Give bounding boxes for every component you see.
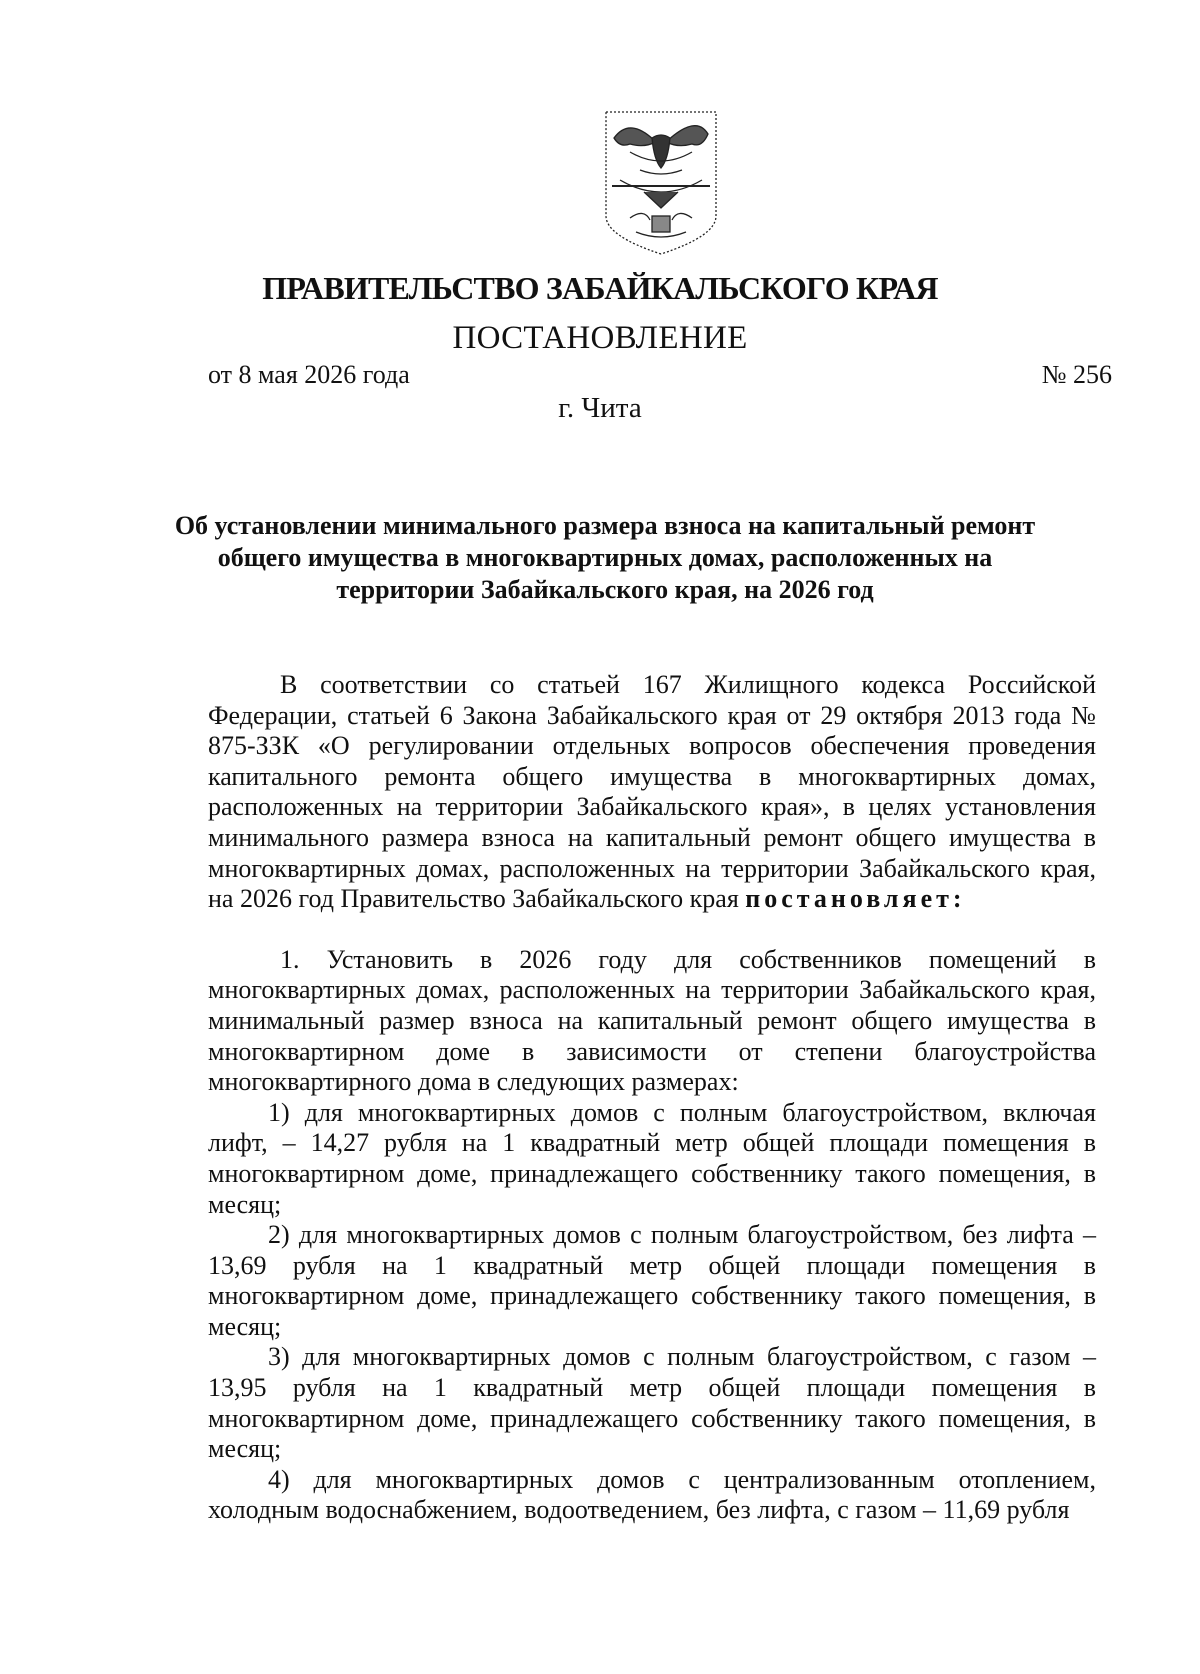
list-item: 2) для многоквартирных домов с полным благоустройством, без лифта – 13,69 рубля на 1 квадратный метр общей площади помещения в многоквартирном доме, принадлежащего собственнику такого помещения, в месяц; <box>208 1220 1096 1341</box>
clause-1: 1. Установить в 2026 году для собственников помещений в многоквартирных домах, расположенных на территории Забайкальского края, минимальный размер взноса на капитальный ремонт общего имущества в многоквартирном доме в зависимости от степени благоустройства многоквартирного дома в следующих размерах: <box>208 944 1096 1097</box>
document-number: № 256 <box>1041 360 1112 389</box>
list-item: 3) для многоквартирных домов с полным благоустройством, с газом – 13,95 рубля на 1 квадратный метр общей площади помещения в многоквартирном доме, принадлежащего собственнику такого помещения, в месяц; <box>208 1342 1096 1464</box>
list-item: 4) для многоквартирных домов с централизованным отоплением, холодным водоснабжением, водоотведением, без лифта, с газом – 11,69 рубля <box>208 1464 1096 1525</box>
document-body <box>208 670 1096 1526</box>
government-title: ПРАВИТЕЛЬСТВО ЗАБАЙКАЛЬСКОГО КРАЯ <box>262 270 938 306</box>
document-date: от 8 мая 2026 года <box>208 360 410 389</box>
list-item: 1) для многоквартирных домов с полным благоустройством, включая лифт, – 14,27 рубля на 1 квадратный метр общей площади помещения в многоквартирном доме, принадлежащего собственнику такого помещения, в месяц; <box>208 1097 1096 1219</box>
document-city: г. Чита <box>558 392 642 424</box>
document-type: ПОСТАНОВЛЕНИЕ <box>452 320 748 356</box>
coat-of-arms-icon <box>600 108 722 256</box>
document-subject: Об установлении минимального размера взноса на капитальный ремонт общего имущества в многоквартирных домах, расположенных на территории Забайкальского края, на 2026 год <box>174 511 1036 604</box>
decree-word: постановляет: <box>745 884 966 914</box>
preamble-paragraph <box>208 670 1096 915</box>
preamble-text: В соответствии со статьей 167 Жилищного кодекса Российской Федерации, статьей 6 Закона Забайкальского края от 29 октября 2013 года № 875-ЗЗК «О регулировании отдельных вопросов обеспечения проведения капитального ремонта общего имущества в многоквартирных домах, расположенных на территории Забайкальского края», в целях установления минимального размера взноса на капитальный ремонт общего имущества в многоквартирных домах, расположенных на территории Забайкальского края, на 2026 год Правительство Забайкальского края <box>208 670 1096 914</box>
